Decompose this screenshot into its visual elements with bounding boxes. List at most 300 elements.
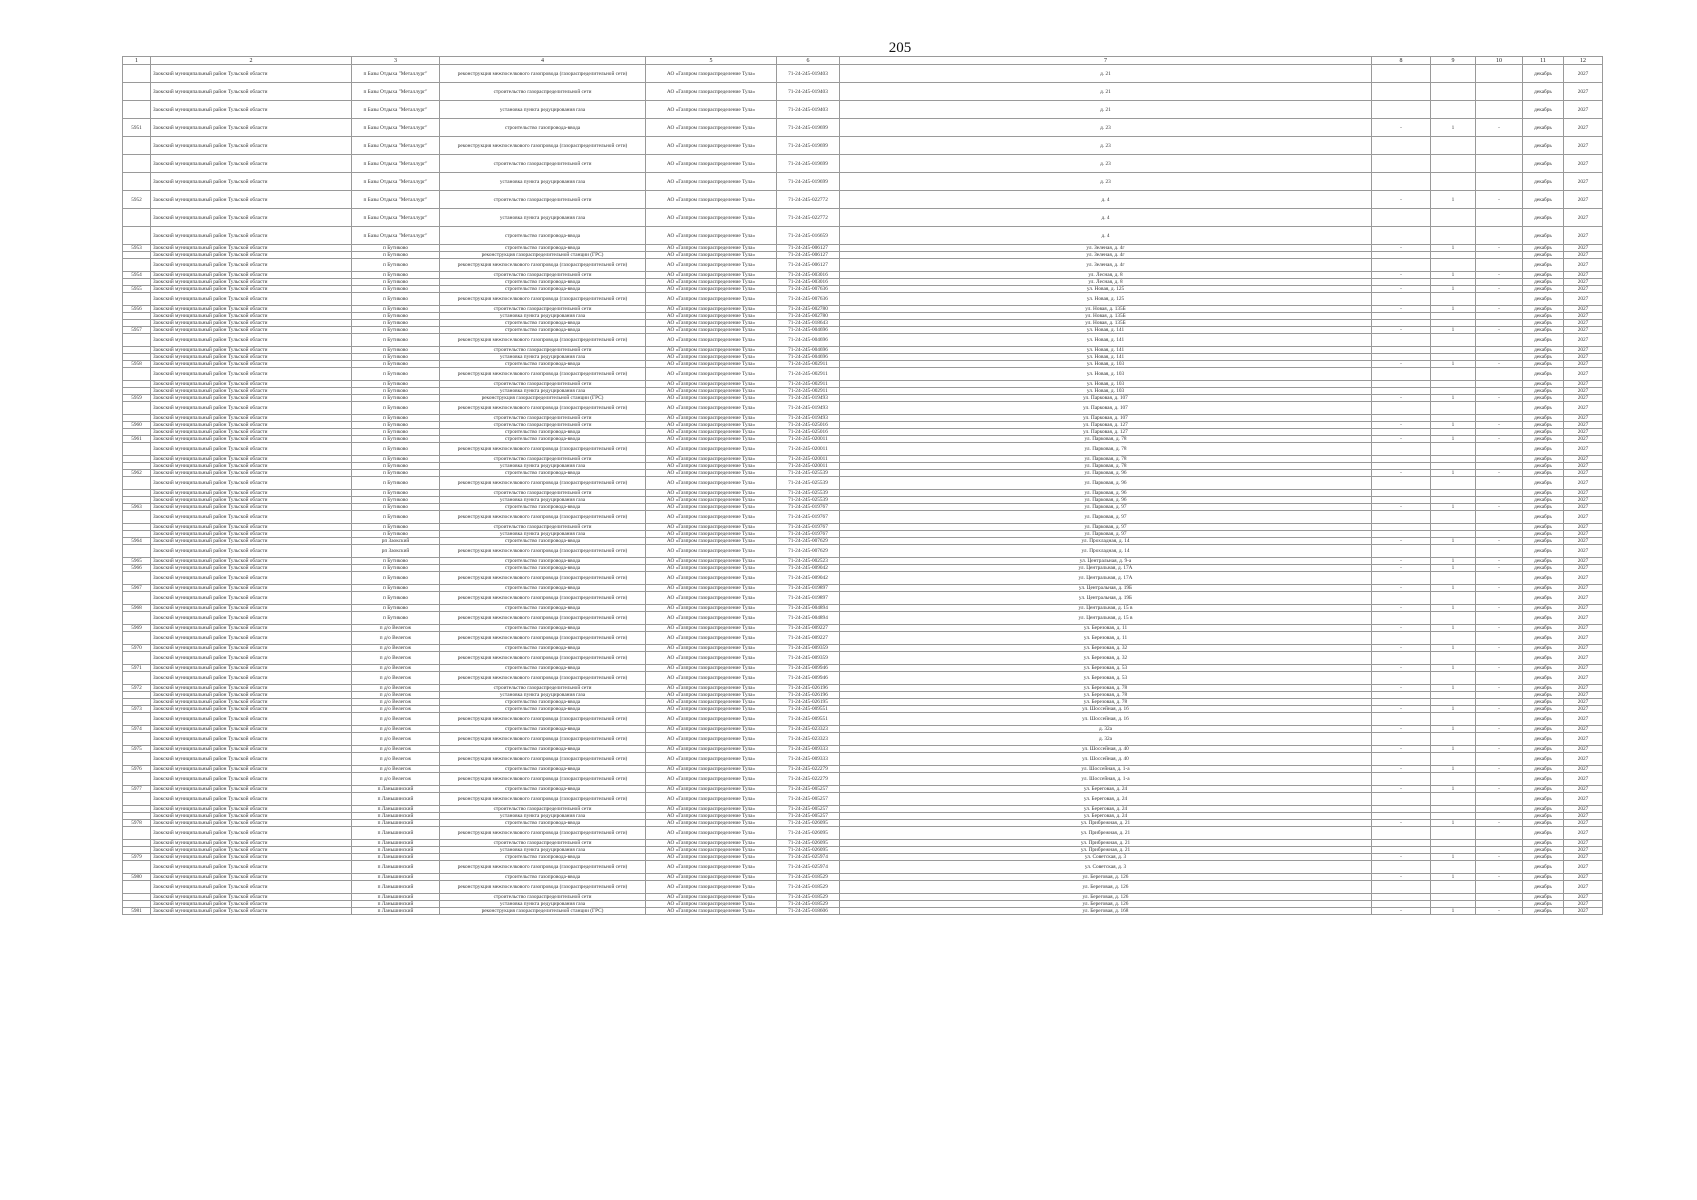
organization-cell: АО «Газпром газораспределение Тула» <box>646 155 777 173</box>
col8-cell: - <box>1372 361 1431 368</box>
district-cell: Заокский муниципальный район Тульской области <box>151 327 352 334</box>
address-cell: д. 21 <box>840 65 1372 83</box>
row-number-cell: 5973 <box>123 706 151 713</box>
object-code-cell: 71-24-245-018529 <box>777 901 840 908</box>
district-cell: Заокский муниципальный район Тульской области <box>151 572 352 585</box>
col9-cell: 1 <box>1431 286 1476 293</box>
district-cell: Заокский муниципальный район Тульской области <box>151 415 352 422</box>
organization-cell: АО «Газпром газораспределение Тула» <box>646 733 777 746</box>
district-cell: Заокский муниципальный район Тульской области <box>151 531 352 538</box>
year-cell: 2027 <box>1564 477 1603 490</box>
row-number-cell <box>123 137 151 155</box>
object-code-cell: 71-24-245-018643 <box>777 320 840 327</box>
address-cell: д. 4 <box>840 191 1372 209</box>
address-cell: ул. Береговая, д. 168 <box>840 908 1372 915</box>
locality-cell: п Бутиково <box>352 422 440 429</box>
col9-cell <box>1431 713 1476 726</box>
address-cell: ул. Центральная, д. 19Б <box>840 585 1372 592</box>
object-code-cell: 71-24-245-002911 <box>777 388 840 395</box>
month-cell: декабрь <box>1523 155 1564 173</box>
month-cell: декабрь <box>1523 470 1564 477</box>
organization-cell: АО «Газпром газораспределение Тула» <box>646 477 777 490</box>
row-number-cell: 5959 <box>123 395 151 402</box>
district-cell: Заокский муниципальный район Тульской области <box>151 456 352 463</box>
organization-cell: АО «Газпром газораспределение Тула» <box>646 334 777 347</box>
header-cell: 12 <box>1564 57 1603 65</box>
col9-cell <box>1431 259 1476 272</box>
year-cell: 2027 <box>1564 874 1603 881</box>
year-cell: 2027 <box>1564 155 1603 173</box>
table-row <box>123 101 1603 119</box>
col8-cell <box>1372 155 1431 173</box>
col9-cell <box>1431 463 1476 470</box>
row-number-cell <box>123 894 151 901</box>
col8-cell <box>1372 699 1431 706</box>
col8-cell: - <box>1372 470 1431 477</box>
table-row <box>123 65 1603 83</box>
month-cell: декабрь <box>1523 395 1564 402</box>
col10-cell <box>1476 806 1523 813</box>
address-cell: ул. Парковая, д. 107 <box>840 395 1372 402</box>
year-cell: 2027 <box>1564 726 1603 733</box>
locality-cell: п Бутиково <box>352 286 440 293</box>
year-cell: 2027 <box>1564 605 1603 612</box>
address-cell: ул. Парковая, д. 78 <box>840 456 1372 463</box>
table-row <box>123 320 1603 327</box>
row-number-cell <box>123 773 151 786</box>
object-code-cell: 71-24-245-002780 <box>777 313 840 320</box>
organization-cell: АО «Газпром газораспределение Тула» <box>646 497 777 504</box>
work-type-cell: строительство газопровода-ввода <box>440 625 646 632</box>
object-code-cell: 71-24-245-019699 <box>777 173 840 191</box>
year-cell: 2027 <box>1564 813 1603 820</box>
year-cell: 2027 <box>1564 497 1603 504</box>
address-cell: ул. Новая, д. 103 <box>840 388 1372 395</box>
address-cell: ул. Шоссейная, д. 40 <box>840 746 1372 753</box>
object-code-cell: 71-24-245-007629 <box>777 545 840 558</box>
locality-cell: п Бутиково <box>352 477 440 490</box>
month-cell: декабрь <box>1523 65 1564 83</box>
locality-cell: п д/о Велегож <box>352 632 440 645</box>
work-type-cell: строительство газопровода-ввода <box>440 585 646 592</box>
col9-cell <box>1431 443 1476 456</box>
address-cell: ул. Березовая, д. 11 <box>840 632 1372 645</box>
organization-cell: АО «Газпром газораспределение Тула» <box>646 632 777 645</box>
row-number-cell: 5953 <box>123 245 151 252</box>
table-row <box>123 395 1603 402</box>
district-cell: Заокский муниципальный район Тульской области <box>151 252 352 259</box>
col9-cell <box>1431 388 1476 395</box>
row-number-cell <box>123 173 151 191</box>
address-cell: ул. Новая, д. 135Б <box>840 306 1372 313</box>
work-type-cell: реконструкция межпоселкового газопровода (газораспределительной сети) <box>440 632 646 645</box>
address-cell: ул. Парковая, д. 127 <box>840 422 1372 429</box>
organization-cell: АО «Газпром газораспределение Тула» <box>646 592 777 605</box>
district-cell: Заокский муниципальный район Тульской области <box>151 861 352 874</box>
month-cell: декабрь <box>1523 847 1564 854</box>
col9-cell <box>1431 209 1476 227</box>
year-cell: 2027 <box>1564 820 1603 827</box>
col10-cell <box>1476 840 1523 847</box>
table-row <box>123 429 1603 436</box>
locality-cell: п д/о Велегож <box>352 773 440 786</box>
district-cell: Заокский муниципальный район Тульской области <box>151 592 352 605</box>
table-row <box>123 245 1603 252</box>
col9-cell <box>1431 827 1476 840</box>
district-cell: Заокский муниципальный район Тульской области <box>151 227 352 245</box>
organization-cell: АО «Газпром газораспределение Тула» <box>646 820 777 827</box>
col9-cell: 1 <box>1431 361 1476 368</box>
col9-cell <box>1431 227 1476 245</box>
row-number-cell <box>123 881 151 894</box>
month-cell: декабрь <box>1523 840 1564 847</box>
col10-cell: - <box>1476 245 1523 252</box>
table-row <box>123 672 1603 685</box>
address-cell: ул. Береговая, д. 126 <box>840 881 1372 894</box>
organization-cell: АО «Газпром газораспределение Тула» <box>646 306 777 313</box>
col8-cell <box>1372 456 1431 463</box>
district-cell: Заокский муниципальный район Тульской области <box>151 908 352 915</box>
month-cell: декабрь <box>1523 422 1564 429</box>
locality-cell: п Бутиково <box>352 490 440 497</box>
col9-cell <box>1431 572 1476 585</box>
month-cell: декабрь <box>1523 504 1564 511</box>
object-code-cell: 71-24-245-018606 <box>777 908 840 915</box>
address-cell: ул. Зеленая, д. 4г <box>840 259 1372 272</box>
month-cell: декабрь <box>1523 766 1564 773</box>
row-number-cell: 5960 <box>123 422 151 429</box>
district-cell: Заокский муниципальный район Тульской области <box>151 665 352 672</box>
row-number-cell <box>123 293 151 306</box>
address-cell: ул. Прибрежная, д. 21 <box>840 820 1372 827</box>
work-type-cell: реконструкция газораспределительной станции (ГРС) <box>440 908 646 915</box>
address-cell: ул. Шоссейная, д. 16 <box>840 713 1372 726</box>
table-row <box>123 497 1603 504</box>
object-code-cell: 71-24-245-009333 <box>777 753 840 766</box>
row-number-cell <box>123 313 151 320</box>
col10-cell <box>1476 692 1523 699</box>
organization-cell: АО «Газпром газораспределение Тула» <box>646 436 777 443</box>
col8-cell: - <box>1372 272 1431 279</box>
district-cell: Заокский муниципальный район Тульской области <box>151 565 352 572</box>
object-code-cell: 71-24-245-016659 <box>777 227 840 245</box>
col10-cell <box>1476 334 1523 347</box>
object-code-cell: 71-24-245-002911 <box>777 361 840 368</box>
month-cell: декабрь <box>1523 354 1564 361</box>
row-number-cell <box>123 227 151 245</box>
col10-cell <box>1476 733 1523 746</box>
work-type-cell: строительство газопровода-ввода <box>440 706 646 713</box>
year-cell: 2027 <box>1564 463 1603 470</box>
work-type-cell: установка пункта редуцирования газа <box>440 313 646 320</box>
locality-cell: п Ланьшинский <box>352 827 440 840</box>
col8-cell: - <box>1372 538 1431 545</box>
work-type-cell: строительство газопровода-ввода <box>440 854 646 861</box>
table-row <box>123 306 1603 313</box>
address-cell: ул. Березовая, д. 78 <box>840 685 1372 692</box>
district-cell: Заокский муниципальный район Тульской области <box>151 524 352 531</box>
organization-cell: АО «Газпром газораспределение Тула» <box>646 793 777 806</box>
year-cell: 2027 <box>1564 524 1603 531</box>
locality-cell: п Бутиково <box>352 320 440 327</box>
col10-cell <box>1476 827 1523 840</box>
table-row <box>123 313 1603 320</box>
year-cell: 2027 <box>1564 592 1603 605</box>
locality-cell: п Бутиково <box>352 388 440 395</box>
month-cell: декабрь <box>1523 259 1564 272</box>
table-row <box>123 585 1603 592</box>
col9-cell: 1 <box>1431 327 1476 334</box>
organization-cell: АО «Газпром газораспределение Тула» <box>646 259 777 272</box>
organization-cell: АО «Газпром газораспределение Тула» <box>646 665 777 672</box>
row-number-cell <box>123 259 151 272</box>
col8-cell <box>1372 137 1431 155</box>
organization-cell: АО «Газпром газораспределение Тула» <box>646 847 777 854</box>
month-cell: декабрь <box>1523 436 1564 443</box>
work-type-cell: строительство газораспределительной сети <box>440 83 646 101</box>
col8-cell <box>1372 894 1431 901</box>
work-type-cell: строительство газопровода-ввода <box>440 436 646 443</box>
month-cell: декабрь <box>1523 665 1564 672</box>
organization-cell: АО «Газпром газораспределение Тула» <box>646 806 777 813</box>
col9-cell: 1 <box>1431 436 1476 443</box>
row-number-cell <box>123 415 151 422</box>
organization-cell: АО «Газпром газораспределение Тула» <box>646 463 777 470</box>
year-cell: 2027 <box>1564 806 1603 813</box>
row-number-cell: 5956 <box>123 306 151 313</box>
year-cell: 2027 <box>1564 286 1603 293</box>
col10-cell <box>1476 901 1523 908</box>
col10-cell <box>1476 137 1523 155</box>
year-cell: 2027 <box>1564 119 1603 137</box>
row-number-cell <box>123 252 151 259</box>
row-number-cell <box>123 672 151 685</box>
address-cell: ул. Березовая, д. 53 <box>840 672 1372 685</box>
address-cell: ул. Центральная, д. 19Б <box>840 592 1372 605</box>
work-type-cell: установка пункта редуцирования газа <box>440 531 646 538</box>
work-type-cell: строительство газопровода-ввода <box>440 504 646 511</box>
col9-cell: 1 <box>1431 605 1476 612</box>
work-type-cell: строительство газораспределительной сети <box>440 306 646 313</box>
work-type-cell: строительство газопровода-ввода <box>440 286 646 293</box>
organization-cell: АО «Газпром газораспределение Тула» <box>646 470 777 477</box>
table-row <box>123 209 1603 227</box>
district-cell: Заокский муниципальный район Тульской области <box>151 286 352 293</box>
col8-cell <box>1372 463 1431 470</box>
organization-cell: АО «Газпром газораспределение Тула» <box>646 706 777 713</box>
year-cell: 2027 <box>1564 245 1603 252</box>
header-cell: 1 <box>123 57 151 65</box>
year-cell: 2027 <box>1564 746 1603 753</box>
col10-cell <box>1476 155 1523 173</box>
col9-cell: 1 <box>1431 908 1476 915</box>
object-code-cell: 71-24-245-025539 <box>777 470 840 477</box>
col10-cell <box>1476 313 1523 320</box>
col9-cell <box>1431 592 1476 605</box>
organization-cell: АО «Газпром газораспределение Тула» <box>646 511 777 524</box>
col10-cell <box>1476 347 1523 354</box>
col9-cell <box>1431 773 1476 786</box>
locality-cell: п д/о Велегож <box>352 733 440 746</box>
col10-cell: - <box>1476 908 1523 915</box>
table-row <box>123 504 1603 511</box>
col8-cell: - <box>1372 327 1431 334</box>
address-cell: ул. Парковая, д. 78 <box>840 463 1372 470</box>
col8-cell: - <box>1372 558 1431 565</box>
locality-cell: п Ланьшинский <box>352 813 440 820</box>
table-row <box>123 699 1603 706</box>
year-cell: 2027 <box>1564 456 1603 463</box>
table-row <box>123 402 1603 415</box>
district-cell: Заокский муниципальный район Тульской области <box>151 605 352 612</box>
table-row <box>123 227 1603 245</box>
district-cell: Заокский муниципальный район Тульской области <box>151 354 352 361</box>
col9-cell <box>1431 894 1476 901</box>
col8-cell: - <box>1372 665 1431 672</box>
month-cell: декабрь <box>1523 565 1564 572</box>
work-type-cell: реконструкция межпоселкового газопровода (газораспределительной сети) <box>440 259 646 272</box>
work-type-cell: реконструкция межпоселкового газопровода (газораспределительной сети) <box>440 65 646 83</box>
col10-cell <box>1476 101 1523 119</box>
work-type-cell: строительство газопровода-ввода <box>440 726 646 733</box>
col10-cell <box>1476 252 1523 259</box>
col10-cell: - <box>1476 766 1523 773</box>
col8-cell: - <box>1372 685 1431 692</box>
col8-cell <box>1372 881 1431 894</box>
address-cell: ул. Парковая, д. 97 <box>840 511 1372 524</box>
table-row <box>123 572 1603 585</box>
col10-cell: - <box>1476 272 1523 279</box>
year-cell: 2027 <box>1564 766 1603 773</box>
district-cell: Заокский муниципальный район Тульской области <box>151 692 352 699</box>
table-row <box>123 592 1603 605</box>
row-number-cell: 5962 <box>123 470 151 477</box>
object-code-cell: 71-24-245-026095 <box>777 847 840 854</box>
header-cell: 11 <box>1523 57 1564 65</box>
table-row <box>123 746 1603 753</box>
row-number-cell <box>123 320 151 327</box>
row-number-cell: 5955 <box>123 286 151 293</box>
object-code-cell: 71-24-245-020011 <box>777 443 840 456</box>
address-cell: ул. Новая, д. 141 <box>840 354 1372 361</box>
col8-cell <box>1372 83 1431 101</box>
district-cell: Заокский муниципальный район Тульской области <box>151 320 352 327</box>
row-number-cell <box>123 592 151 605</box>
district-cell: Заокский муниципальный район Тульской области <box>151 395 352 402</box>
district-cell: Заокский муниципальный район Тульской области <box>151 313 352 320</box>
district-cell: Заокский муниципальный район Тульской области <box>151 625 352 632</box>
address-cell: ул. Новая, д. 103 <box>840 381 1372 388</box>
year-cell: 2027 <box>1564 334 1603 347</box>
object-code-cell: 71-24-245-026195 <box>777 699 840 706</box>
row-number-cell <box>123 692 151 699</box>
col10-cell <box>1476 699 1523 706</box>
object-code-cell: 71-24-245-022772 <box>777 209 840 227</box>
year-cell: 2027 <box>1564 908 1603 915</box>
district-cell: Заокский муниципальный район Тульской области <box>151 334 352 347</box>
month-cell: декабрь <box>1523 252 1564 259</box>
object-code-cell: 71-24-245-022279 <box>777 773 840 786</box>
row-number-cell <box>123 101 151 119</box>
work-type-cell: строительство газопровода-ввода <box>440 320 646 327</box>
object-code-cell: 71-24-245-006127 <box>777 259 840 272</box>
year-cell: 2027 <box>1564 65 1603 83</box>
row-number-cell: 5970 <box>123 645 151 652</box>
month-cell: декабрь <box>1523 685 1564 692</box>
gasification-schedule-table <box>122 56 1603 915</box>
table-row <box>123 259 1603 272</box>
object-code-cell: 71-24-245-023323 <box>777 726 840 733</box>
year-cell: 2027 <box>1564 558 1603 565</box>
month-cell: декабрь <box>1523 592 1564 605</box>
year-cell: 2027 <box>1564 665 1603 672</box>
month-cell: декабрь <box>1523 463 1564 470</box>
district-cell: Заокский муниципальный район Тульской области <box>151 361 352 368</box>
organization-cell: АО «Газпром газораспределение Тула» <box>646 137 777 155</box>
address-cell: ул. Парковая, д. 96 <box>840 470 1372 477</box>
locality-cell: п д/о Велегож <box>352 652 440 665</box>
object-code-cell: 71-24-245-022772 <box>777 191 840 209</box>
object-code-cell: 71-24-245-002523 <box>777 558 840 565</box>
month-cell: декабрь <box>1523 101 1564 119</box>
year-cell: 2027 <box>1564 894 1603 901</box>
col8-cell <box>1372 773 1431 786</box>
address-cell: д. 21 <box>840 83 1372 101</box>
work-type-cell: реконструкция межпоселкового газопровода (газораспределительной сети) <box>440 293 646 306</box>
header-cell: 8 <box>1372 57 1431 65</box>
col10-cell: - <box>1476 685 1523 692</box>
organization-cell: АО «Газпром газораспределение Тула» <box>646 83 777 101</box>
district-cell: Заокский муниципальный район Тульской области <box>151 813 352 820</box>
district-cell: Заокский муниципальный район Тульской области <box>151 173 352 191</box>
month-cell: декабрь <box>1523 388 1564 395</box>
year-cell: 2027 <box>1564 652 1603 665</box>
work-type-cell: реконструкция межпоселкового газопровода (газораспределительной сети) <box>440 511 646 524</box>
col10-cell <box>1476 894 1523 901</box>
organization-cell: АО «Газпром газораспределение Тула» <box>646 538 777 545</box>
district-cell: Заокский муниципальный район Тульской области <box>151 881 352 894</box>
month-cell: декабрь <box>1523 632 1564 645</box>
organization-cell: АО «Газпром газораспределение Тула» <box>646 456 777 463</box>
organization-cell: АО «Газпром газораспределение Тула» <box>646 227 777 245</box>
organization-cell: АО «Газпром газораспределение Тула» <box>646 381 777 388</box>
col8-cell <box>1372 354 1431 361</box>
month-cell: декабрь <box>1523 279 1564 286</box>
col10-cell <box>1476 477 1523 490</box>
col10-cell <box>1476 612 1523 625</box>
locality-cell: п Ланьшинский <box>352 861 440 874</box>
col10-cell: - <box>1476 558 1523 565</box>
district-cell: Заокский муниципальный район Тульской области <box>151 101 352 119</box>
organization-cell: АО «Газпром газораспределение Тула» <box>646 119 777 137</box>
table-row <box>123 565 1603 572</box>
col9-cell <box>1431 347 1476 354</box>
object-code-cell: 71-24-245-003016 <box>777 279 840 286</box>
locality-cell: п Бутиково <box>352 443 440 456</box>
organization-cell: АО «Газпром газораспределение Тула» <box>646 531 777 538</box>
address-cell: ул. Парковая, д. 78 <box>840 443 1372 456</box>
district-cell: Заокский муниципальный район Тульской области <box>151 497 352 504</box>
col10-cell <box>1476 524 1523 531</box>
organization-cell: АО «Газпром газораспределение Тула» <box>646 402 777 415</box>
year-cell: 2027 <box>1564 585 1603 592</box>
year-cell: 2027 <box>1564 361 1603 368</box>
col10-cell <box>1476 320 1523 327</box>
table-row <box>123 155 1603 173</box>
work-type-cell: установка пункта редуцирования газа <box>440 354 646 361</box>
col8-cell <box>1372 753 1431 766</box>
col9-cell <box>1431 155 1476 173</box>
